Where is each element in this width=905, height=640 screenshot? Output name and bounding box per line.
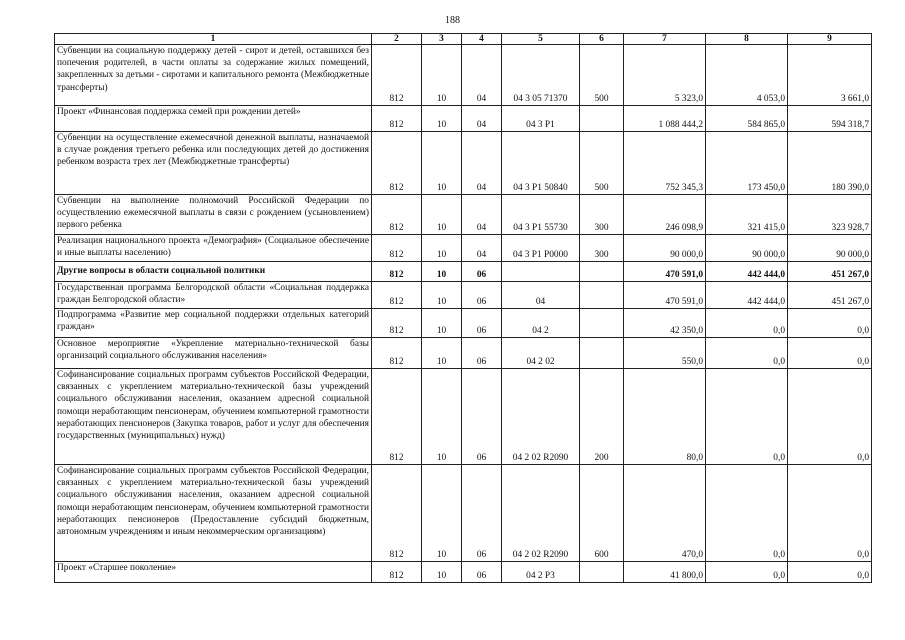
row-amount-year-1: 470 591,0	[624, 262, 706, 282]
row-subsection-code: 06	[462, 369, 502, 465]
row-amount-year-1: 90 000,0	[624, 235, 706, 262]
row-amount-year-1: 470 591,0	[624, 282, 706, 309]
row-subsection-code: 04	[462, 106, 502, 132]
row-amount-year-3: 451 267,0	[788, 262, 872, 282]
table-row	[55, 262, 872, 282]
row-amount-year-3: 90 000,0	[788, 235, 872, 262]
row-expense-type: 600	[580, 465, 624, 562]
row-ved-code: 812	[372, 562, 422, 583]
row-subsection-code: 06	[462, 262, 502, 282]
row-target-article: 04 3 P1	[502, 106, 580, 132]
table-row	[55, 369, 872, 465]
row-expense-type: 300	[580, 235, 624, 262]
row-amount-year-2: 0,0	[706, 369, 788, 465]
row-expense-type	[580, 106, 624, 132]
row-expense-type	[580, 262, 624, 282]
row-expense-type: 500	[580, 45, 624, 106]
header-cell: 7	[624, 34, 706, 45]
row-amount-year-2: 173 450,0	[706, 132, 788, 195]
row-name: Государственная программа Белгородской области «Социальная поддержка граждан Белгородской области»	[55, 282, 372, 309]
row-section-code: 10	[422, 235, 462, 262]
row-amount-year-3: 0,0	[788, 465, 872, 562]
row-expense-type: 200	[580, 369, 624, 465]
row-amount-year-3: 0,0	[788, 562, 872, 583]
row-ved-code: 812	[372, 369, 422, 465]
row-name: Софинансирование социальных программ субъектов Российской Федерации, связанных с укреплением материально-технической базы учреждений социального обслуживания населения, оказанием адресной социальной помощи неработающим пенсионерам, обучением компьютерной грамотности неработающих пенсионеров (Закупка товаров, работ и услуг для обеспечения государственных (муниципальных) нужд)	[55, 369, 372, 465]
header-cell: 9	[788, 34, 872, 45]
row-section-code: 10	[422, 106, 462, 132]
row-section-code: 10	[422, 195, 462, 235]
row-amount-year-2: 584 865,0	[706, 106, 788, 132]
row-ved-code: 812	[372, 309, 422, 338]
row-section-code: 10	[422, 562, 462, 583]
row-subsection-code: 06	[462, 465, 502, 562]
row-ved-code: 812	[372, 282, 422, 309]
row-amount-year-1: 80,0	[624, 369, 706, 465]
table-body	[55, 45, 872, 583]
row-name: Субвенции на социальную поддержку детей - сирот и детей, оставшихся без попечения родителей, в части оплаты за содержание жилых помещений, закрепленных за детьми - сиротами и капитального ремонта (Межбюджетные трансферты)	[55, 45, 372, 106]
row-name: Подпрограмма «Развитие мер социальной поддержки отдельных категорий граждан»	[55, 309, 372, 338]
table-row	[55, 465, 872, 562]
row-ved-code: 812	[372, 106, 422, 132]
row-amount-year-2: 442 444,0	[706, 282, 788, 309]
row-subsection-code: 04	[462, 235, 502, 262]
row-amount-year-3: 0,0	[788, 369, 872, 465]
row-amount-year-3: 323 928,7	[788, 195, 872, 235]
row-target-article: 04 2 02 R2090	[502, 369, 580, 465]
row-amount-year-1: 246 098,9	[624, 195, 706, 235]
table-row	[55, 309, 872, 338]
budget-table	[54, 33, 872, 583]
header-cell: 6	[580, 34, 624, 45]
table-row	[55, 338, 872, 369]
row-amount-year-1: 550,0	[624, 338, 706, 369]
row-amount-year-2: 321 415,0	[706, 195, 788, 235]
row-amount-year-1: 41 800,0	[624, 562, 706, 583]
row-name: Реализация национального проекта «Демография» (Социальное обеспечение и иные выплаты населению)	[55, 235, 372, 262]
table-row	[55, 282, 872, 309]
row-subsection-code: 04	[462, 195, 502, 235]
header-cell: 8	[706, 34, 788, 45]
row-amount-year-2: 0,0	[706, 562, 788, 583]
row-expense-type	[580, 338, 624, 369]
row-amount-year-2: 4 053,0	[706, 45, 788, 106]
row-name: Субвенции на осуществление ежемесячной денежной выплаты, назначаемой в случае рождения третьего ребенка или последующих детей до достижения ребенком возраста трех лет (Межбюджетные трансферты)	[55, 132, 372, 195]
row-ved-code: 812	[372, 235, 422, 262]
row-amount-year-2: 0,0	[706, 465, 788, 562]
row-amount-year-1: 752 345,3	[624, 132, 706, 195]
row-target-article: 04 3 P1 P0000	[502, 235, 580, 262]
row-amount-year-3: 3 661,0	[788, 45, 872, 106]
row-amount-year-2: 0,0	[706, 309, 788, 338]
row-name: Проект «Финансовая поддержка семей при рождении детей»	[55, 106, 372, 132]
row-target-article: 04	[502, 282, 580, 309]
row-target-article: 04 2 P3	[502, 562, 580, 583]
row-target-article: 04 3 P1 50840	[502, 132, 580, 195]
row-amount-year-3: 594 318,7	[788, 106, 872, 132]
row-amount-year-3: 0,0	[788, 309, 872, 338]
row-section-code: 10	[422, 369, 462, 465]
row-amount-year-3: 451 267,0	[788, 282, 872, 309]
row-name: Другие вопросы в области социальной политики	[55, 262, 372, 282]
row-expense-type	[580, 282, 624, 309]
row-target-article: 04 2 02	[502, 338, 580, 369]
row-target-article: 04 2	[502, 309, 580, 338]
row-expense-type	[580, 562, 624, 583]
row-subsection-code: 04	[462, 45, 502, 106]
header-cell: 4	[462, 34, 502, 45]
row-section-code: 10	[422, 262, 462, 282]
row-amount-year-2: 90 000,0	[706, 235, 788, 262]
header-cell: 3	[422, 34, 462, 45]
row-amount-year-3: 0,0	[788, 338, 872, 369]
row-ved-code: 812	[372, 465, 422, 562]
table-row	[55, 562, 872, 583]
row-section-code: 10	[422, 45, 462, 106]
row-name: Субвенции на выполнение полномочий Российской Федерации по осуществлению ежемесячной выплаты в связи с рождением (усыновлением) первого ребенка	[55, 195, 372, 235]
row-ved-code: 812	[372, 132, 422, 195]
table-row	[55, 235, 872, 262]
row-amount-year-1: 42 350,0	[624, 309, 706, 338]
table-row	[55, 45, 872, 106]
row-section-code: 10	[422, 309, 462, 338]
row-subsection-code: 06	[462, 562, 502, 583]
row-name: Основное мероприятие «Укрепление материально-технической базы организаций социального обслуживания населения»	[55, 338, 372, 369]
header-cell: 2	[372, 34, 422, 45]
row-amount-year-1: 1 088 444,2	[624, 106, 706, 132]
page-number: 188	[445, 15, 460, 26]
row-section-code: 10	[422, 338, 462, 369]
row-name: Проект «Старшее поколение»	[55, 562, 372, 583]
row-expense-type	[580, 309, 624, 338]
row-ved-code: 812	[372, 338, 422, 369]
row-ved-code: 812	[372, 45, 422, 106]
row-subsection-code: 06	[462, 338, 502, 369]
row-target-article: 04 3 P1 55730	[502, 195, 580, 235]
row-expense-type: 500	[580, 132, 624, 195]
table-row	[55, 106, 872, 132]
row-target-article: 04 2 02 R2090	[502, 465, 580, 562]
row-ved-code: 812	[372, 195, 422, 235]
row-amount-year-1: 470,0	[624, 465, 706, 562]
row-name: Софинансирование социальных программ субъектов Российской Федерации, связанных с укреплением материально-технической базы учреждений социального обслуживания населения, оказанием адресной социальной помощи неработающим пенсионерам, обучением компьютерной грамотности неработающих пенсионеров (Предоставление субсидий бюджетным, автономным учреждениям и иным некоммерческим организациям)	[55, 465, 372, 562]
row-expense-type: 300	[580, 195, 624, 235]
table-row	[55, 132, 872, 195]
row-target-article: 04 3 05 71370	[502, 45, 580, 106]
row-amount-year-3: 180 390,0	[788, 132, 872, 195]
header-cell: 5	[502, 34, 580, 45]
row-section-code: 10	[422, 465, 462, 562]
table-row	[55, 195, 872, 235]
row-subsection-code: 06	[462, 309, 502, 338]
row-amount-year-1: 5 323,0	[624, 45, 706, 106]
row-section-code: 10	[422, 132, 462, 195]
row-ved-code: 812	[372, 262, 422, 282]
row-section-code: 10	[422, 282, 462, 309]
row-amount-year-2: 0,0	[706, 338, 788, 369]
row-amount-year-2: 442 444,0	[706, 262, 788, 282]
header-cell: 1	[55, 34, 372, 45]
row-subsection-code: 04	[462, 132, 502, 195]
row-subsection-code: 06	[462, 282, 502, 309]
row-target-article	[502, 262, 580, 282]
header-row	[55, 34, 872, 45]
